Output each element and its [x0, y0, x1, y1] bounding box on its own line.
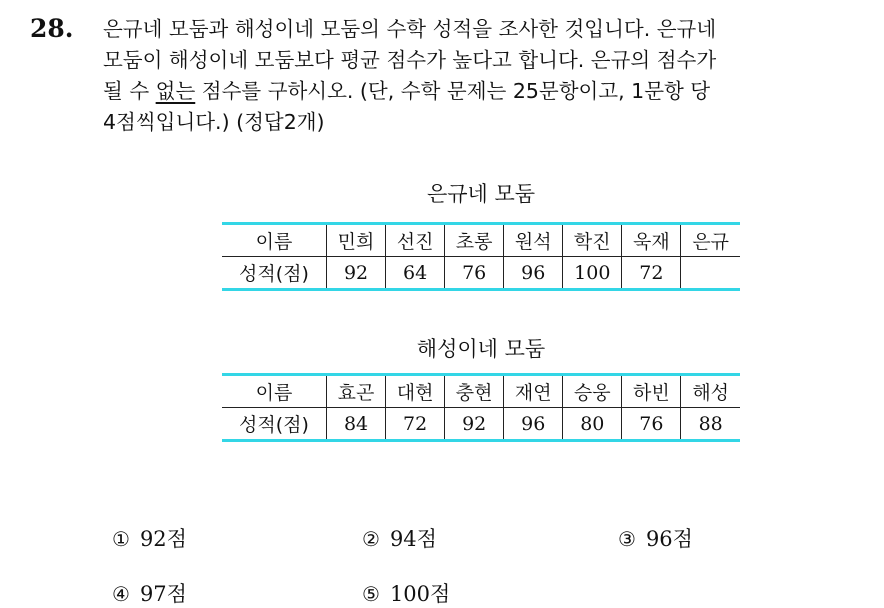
question-text	[103, 14, 863, 138]
table2-name-cell: 하빈	[622, 375, 681, 408]
table1-name-cell: 선진	[386, 224, 445, 257]
choice-3-unit: 점	[672, 527, 693, 551]
table1-score-cell: 72	[622, 257, 681, 290]
table2-score-cell: 84	[327, 408, 386, 441]
eungyu-group-table	[222, 222, 740, 291]
table1-name-cell: 원석	[504, 224, 563, 257]
table2-score-cell: 96	[504, 408, 563, 441]
table2-name-cell: 승웅	[563, 375, 622, 408]
choice-1[interactable]	[112, 523, 187, 553]
choice-5-unit: 점	[430, 582, 451, 606]
table2-score-cell: 88	[681, 408, 740, 441]
table1-title: 은규네 모둠	[426, 182, 536, 206]
choice-3[interactable]	[618, 523, 693, 553]
table1-score-cell: 96	[504, 257, 563, 290]
table2-score-cell: 72	[386, 408, 445, 441]
choice-3-mark: ③	[618, 527, 636, 551]
choice-5-value: 100	[389, 582, 431, 606]
choice-4-mark: ④	[112, 582, 130, 606]
question-line-3	[103, 76, 863, 107]
question-line-2: 모둠이 해성이네 모둠보다 평균 점수가 높다고 합니다. 은규의 점수가	[103, 48, 717, 72]
table2-name-cell: 해성	[681, 375, 740, 408]
table1-score-cell: 76	[445, 257, 504, 290]
table2-name-cell: 재연	[504, 375, 563, 408]
choice-3-value: 96	[645, 527, 673, 551]
table2-score-cell: 92	[445, 408, 504, 441]
choice-1-mark: ①	[112, 527, 130, 551]
table1-score-cell: 64	[386, 257, 445, 290]
table1-score-cell: 100	[563, 257, 622, 290]
question-number: 28.	[30, 14, 74, 43]
table1-score-row	[222, 257, 740, 290]
table2-name-cell: 효곤	[327, 375, 386, 408]
choice-2[interactable]	[362, 523, 437, 553]
choice-1-unit: 점	[166, 527, 187, 551]
table1-score-cell-blank	[681, 257, 740, 290]
choice-1-value: 92	[139, 527, 167, 551]
question-line-4: 4점씩입니다.) (정답2개)	[103, 110, 325, 134]
table1-score-header: 성적(점)	[239, 263, 309, 285]
table1-name-cell: 학진	[563, 224, 622, 257]
choice-2-unit: 점	[416, 527, 437, 551]
choice-4-value: 97	[139, 582, 167, 606]
table2-score-cell: 80	[563, 408, 622, 441]
table1-name-row	[222, 224, 740, 257]
table2-score-header: 성적(점)	[239, 414, 309, 436]
question-line-1: 은규네 모둠과 해성이네 모둠의 수학 성적을 조사한 것입니다. 은규네	[103, 17, 717, 41]
choice-2-mark: ②	[362, 527, 380, 551]
table1-score-cell: 92	[327, 257, 386, 290]
table2-name-row	[222, 375, 740, 408]
choice-2-value: 94	[389, 527, 417, 551]
table2-title: 해성이네 모둠	[416, 337, 546, 361]
table2-name-cell: 대현	[386, 375, 445, 408]
table1-name-cell: 은규	[681, 224, 740, 257]
haeseong-group-table	[222, 373, 740, 442]
table1-name-cell: 초롱	[445, 224, 504, 257]
question-line-3-end: 점수를 구하시오. (단, 수학 문제는 25문항이고, 1문항 당	[195, 79, 711, 103]
choice-5-mark: ⑤	[362, 582, 380, 606]
table2-score-row	[222, 408, 740, 441]
question-line-3-start: 될 수	[103, 79, 156, 103]
choice-4[interactable]	[112, 578, 187, 608]
underlined-keyword: 없는	[155, 79, 196, 103]
table1-name-cell: 욱재	[622, 224, 681, 257]
table1-name-header: 이름	[222, 224, 327, 257]
choice-5[interactable]	[362, 578, 450, 608]
table2-name-header: 이름	[222, 375, 327, 408]
table2-score-cell: 76	[622, 408, 681, 441]
table2-name-cell: 충현	[445, 375, 504, 408]
table1-name-cell: 민희	[327, 224, 386, 257]
choice-4-unit: 점	[166, 582, 187, 606]
